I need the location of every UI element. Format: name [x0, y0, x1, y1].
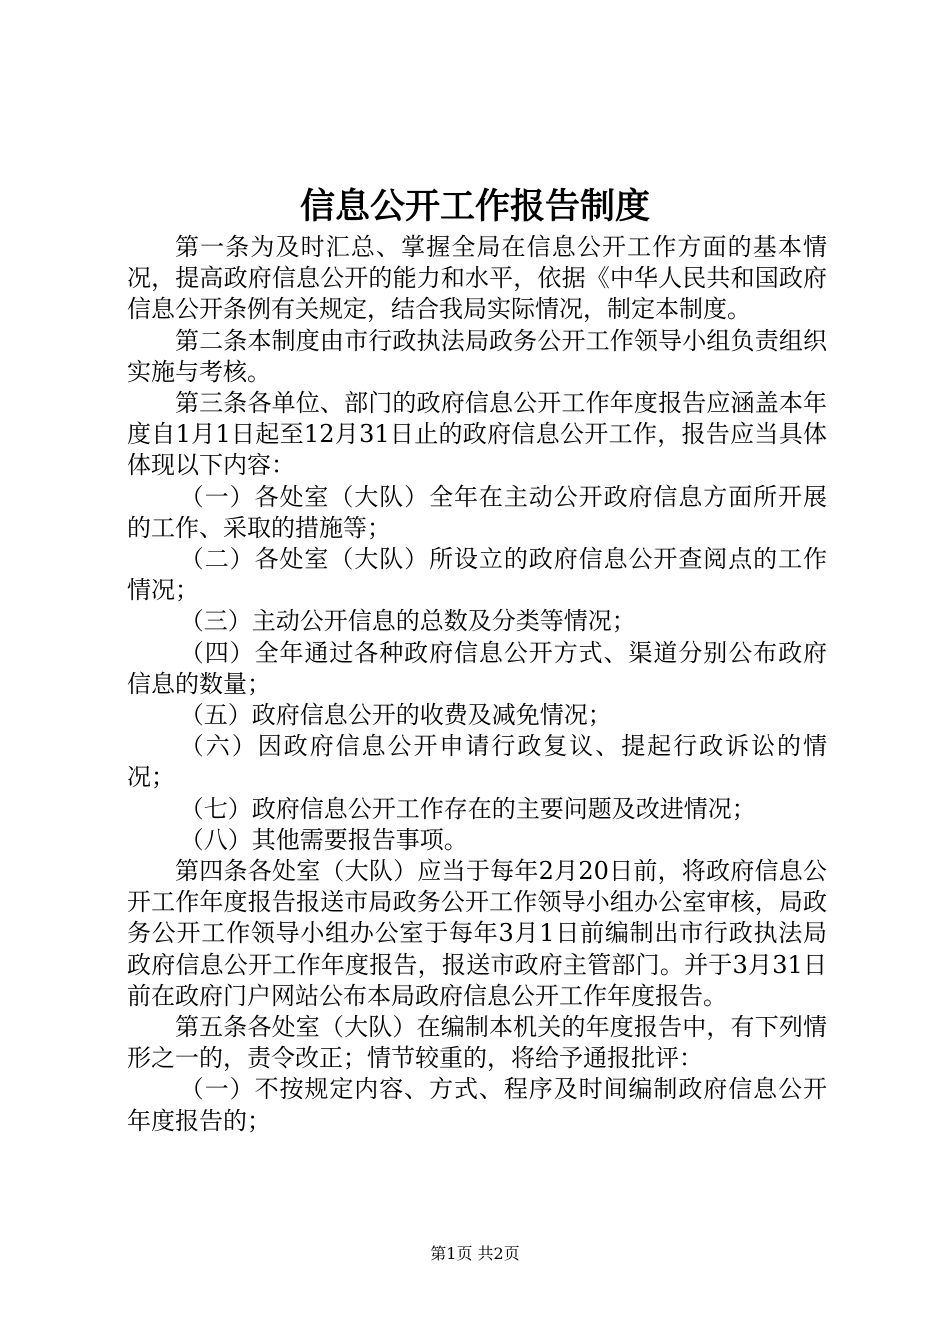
list-item: （三）主动公开信息的总数及分类等情况； [179, 607, 636, 636]
document-body [127, 232, 827, 1137]
paragraph-article-2: 第二条本制度由市行政执法局政务公开工作领导小组负责组织实施与考核。 [127, 326, 827, 386]
document-title: 信息公开工作报告制度 [299, 186, 650, 227]
paragraph-article-1: 第一条为及时汇总、掌握全局在信息公开工作方面的基本情况，提高政府信息公开的能力和水平，依据《中华人民共和国政府信息公开条例有关规定，结合我局实际情况，制定本制度。 [127, 233, 827, 324]
paragraph-article-5: 第五条各处室（大队）在编制本机关的年度报告中，有下列情形之一的，责令改正；情节较重的，将给予通报批评： [127, 1013, 827, 1073]
list-item: （七）政府信息公开工作存在的主要问题及改进情况； [179, 794, 756, 823]
list-item: （一）不按规定内容、方式、程序及时间编制政府信息公开年度报告的； [127, 1075, 827, 1135]
list-item: （八）其他需要报告事项。 [179, 825, 468, 854]
page-footer: 第1页 共2页 [430, 1244, 520, 1263]
list-item: （二）各处室（大队）所设立的政府信息公开查阅点的工作情况； [127, 545, 827, 605]
list-item: （五）政府信息公开的收费及减免情况； [179, 701, 612, 730]
list-item: （四）全年通过各种政府信息公开方式、渠道分别公布政府信息的数量； [127, 638, 827, 698]
list-item: （六）因政府信息公开申请行政复议、提起行政诉讼的情况； [127, 732, 827, 792]
list-item: （一）各处室（大队）全年在主动公开政府信息方面所开展的工作、采取的措施等； [127, 482, 827, 542]
paragraph-article-4: 第四条各处室（大队）应当于每年2月20日前，将政府信息公开工作年度报告报送市局政务公开工作领导小组办公室审核，局政务公开工作领导小组办公室于每年3月1日前编制出市行政执法局政府信息公开工作年度报告，报送市政府主管部门。并于3月31日前在政府门户网站公布本局政府信息公开工作年度报告。 [127, 857, 827, 1010]
paragraph-article-3: 第三条各单位、部门的政府信息公开工作年度报告应涵盖本年度自1月1日起至12月31日止的政府信息公开工作，报告应当具体体现以下内容： [127, 389, 827, 480]
